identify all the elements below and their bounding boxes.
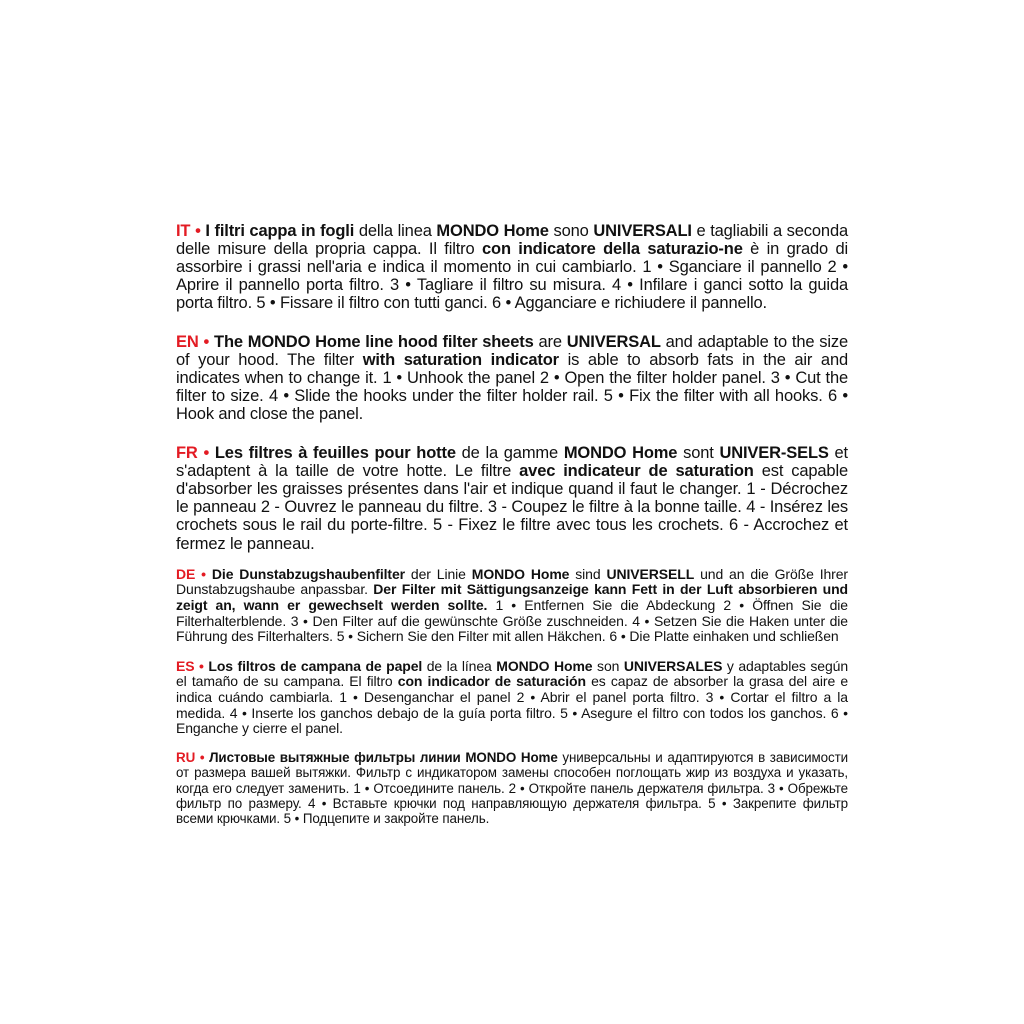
- bold-text: UNIVERSALI: [593, 221, 692, 240]
- bullet-icon: •: [195, 221, 201, 240]
- language-code: ES: [176, 657, 195, 674]
- section-fr: [176, 444, 848, 553]
- body-text: est capable d'absorber les graisses présentes dans l'air et indique quand il faut le changer. 1 - Décrochez le panneau 2 - Ouvrez le panneau du filtre. 3 - Coupez le filtre à la bonne taille. 4 - Insérez les crochets sous le rail du porte-filtre. 5 - Fixez le filtre avec tous les crochets. 6 - Accrochez et fermez le panneau.: [176, 461, 848, 553]
- bold-text: con indicatore della saturazio-ne: [481, 239, 743, 258]
- bold-text: Die Dunstabzugshaubenfilter: [211, 565, 406, 582]
- body-text: is able to absorb fats in the air and indicates when to change it. 1 • Unhook the panel 2 • Open the filter holder panel. 3 • Cut the filter to size. 4 • Slide the hooks under the filter holder rail. 5 • Fix the filter with all hooks. 6 • Hook and close the panel.: [176, 350, 848, 424]
- section-es: [176, 659, 848, 737]
- bold-text: Les filtres à feuilles pour hotte: [214, 443, 456, 462]
- bold-text: The MONDO Home line hood filter sheets: [214, 332, 534, 351]
- section-it: [176, 222, 848, 313]
- body-text: et s'adaptent à la taille de votre hotte. Le filtre: [176, 443, 848, 480]
- body-text: de la línea: [422, 657, 497, 674]
- bold-text: with saturation indicator: [362, 350, 559, 369]
- bold-text: MONDO Home: [471, 565, 570, 582]
- body-text: è in grado di assorbire i grassi nell'aria e indica il momento in cui cambiarlo. 1 • Sganciare il pannello 2 • Aprire il pannello porta filtro. 3 • Tagliare il filtro su misura. 4 • Infilare i ganci sotto la guida porta filtro. 5 • Fissare il filtro con tutti ganci. 6 • Agganciare e richiudere il pannello.: [176, 239, 848, 313]
- bold-text: Los filtros de campana de papel: [208, 657, 423, 674]
- bold-text: con indicador de saturación: [397, 673, 586, 690]
- language-code: IT: [176, 221, 191, 240]
- body-text: y adaptables según el tamaño de su campana. El filtro: [176, 657, 849, 690]
- bullet-icon: •: [199, 750, 205, 766]
- section-ru: [176, 750, 848, 826]
- language-code: FR: [176, 443, 198, 462]
- body-text: und an die Größe Ihrer Dunstabzugshaube anpassbar.: [176, 565, 848, 598]
- language-code: RU: [176, 750, 196, 766]
- language-code: EN: [176, 332, 199, 351]
- bold-text: I filtri cappa in fogli: [205, 221, 355, 240]
- bold-text: UNIVERSALES: [623, 657, 723, 674]
- body-text: and adaptable to the size of your hood. The filter: [176, 332, 849, 369]
- bullet-icon: •: [203, 332, 210, 351]
- body-text: 1 • Entfernen Sie die Abdeckung 2 • Öffnen Sie die Filterhalterblende. 3 • Den Filter auf die gewünschte Größe zuschneiden. 4 • Setzen Sie die Haken unter die Führung des Filterhalters. 5 • Sichern Sie den Filter mit allen Häkchen. 6 • Die Platte einhaken und schließen: [176, 596, 848, 645]
- instruction-text-block: [176, 205, 848, 840]
- body-text: универсальны и адаптируются в зависимости от размера вашей вытяжки. Фильтр с индикатором замены способен поглощать жир из воздуха и указать, когда его следует заменить. 1 • Отсоедините панель. 2 • Откройте панель держателя фильтра. 3 • Обрежьте фильтр по размеру. 4 • Вставьте крючки под направляющую держателя фильтра. 5 • Закрепите фильтр всеми крючками. 5 • Подцепите и закройте панель.: [176, 750, 848, 827]
- body-text: es capaz de absorber la grasa del aire e indica cuándo cambiarla. 1 • Desenganchar el panel 2 • Abrir el panel porta filtro. 3 • Cortar el filtro a la medida. 4 • Inserte los ganchos debajo de la guía porta filtro. 5 • Asegure el filtro con todos los ganchos. 6 • Enganche y cierre el panel.: [176, 673, 849, 737]
- body-text: are: [533, 332, 567, 351]
- bullet-icon: •: [199, 657, 204, 674]
- body-text: sont: [677, 443, 720, 462]
- bold-text: avec indicateur de saturation: [519, 461, 754, 480]
- bold-text: Листовые вытяжные фильтры линии MONDO Home: [209, 750, 558, 766]
- bold-text: Der Filter mit Sättigungsanzeige kann Fett in der Luft absorbieren und zeigt an, wann er gewechselt werden sollte.: [176, 581, 848, 613]
- language-code: DE: [176, 565, 196, 582]
- body-text: de la gamme: [455, 443, 564, 462]
- body-text: e tagliabili a seconda delle misure della propria cappa. Il filtro: [176, 221, 849, 258]
- section-en: [176, 333, 848, 424]
- body-text: della linea: [354, 221, 437, 240]
- body-text: der Linie: [405, 565, 472, 582]
- bold-text: UNIVERSELL: [606, 565, 695, 582]
- bullet-icon: •: [201, 565, 206, 582]
- bold-text: MONDO Home: [496, 657, 593, 674]
- body-text: sind: [569, 565, 607, 582]
- body-text: sono: [548, 221, 594, 240]
- bold-text: UNIVER-SELS: [719, 443, 829, 462]
- bold-text: MONDO Home: [563, 443, 678, 462]
- bold-text: UNIVERSAL: [566, 332, 661, 351]
- body-text: son: [592, 657, 624, 674]
- section-de: [176, 567, 848, 645]
- bullet-icon: •: [203, 443, 210, 462]
- bold-text: MONDO Home: [436, 221, 549, 240]
